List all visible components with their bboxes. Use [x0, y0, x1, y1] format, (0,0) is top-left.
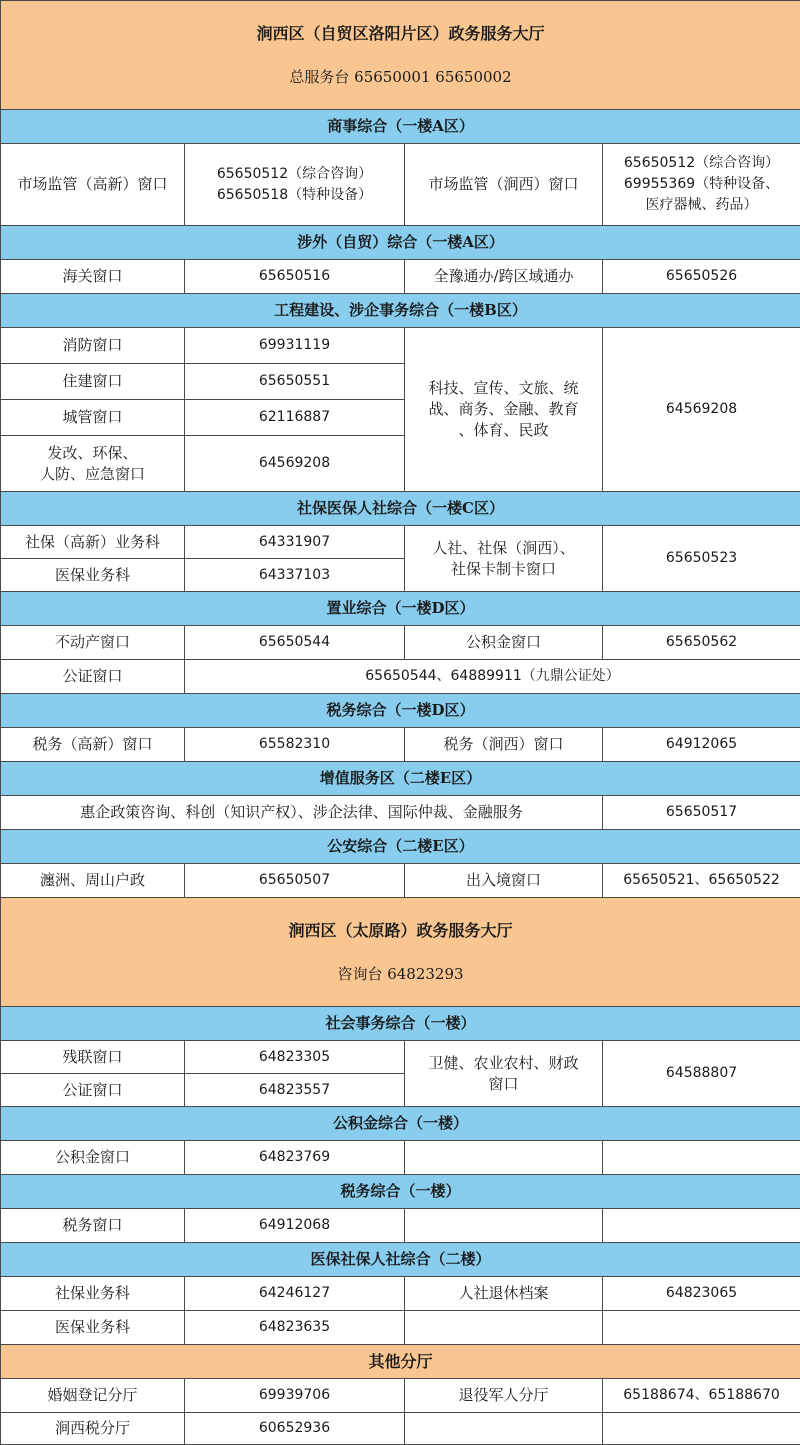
window-name: 婚姻登记分厅 — [1, 1379, 185, 1413]
section-header: 涉外（自贸）综合（一楼A区） — [1, 226, 800, 260]
phone-number: 64823769 — [185, 1141, 405, 1175]
phone-number: 64246127 — [185, 1277, 405, 1311]
section-header: 税务综合（一楼） — [1, 1175, 800, 1209]
window-name: 公证窗口 — [1, 1074, 185, 1107]
phone-number: 64823065 — [603, 1277, 800, 1311]
window-name: 税务（高新）窗口 — [1, 728, 185, 762]
section-header: 社会事务综合（一楼） — [1, 1007, 800, 1041]
window-name: 市场监管（涧西）窗口 — [405, 144, 603, 226]
phone-number: 65650521、65650522 — [603, 864, 800, 898]
phone-number: 62116887 — [185, 400, 405, 436]
section-header: 公积金综合（一楼） — [1, 1107, 800, 1141]
empty-cell — [405, 1413, 603, 1445]
window-name: 涧西税分厅 — [1, 1413, 185, 1445]
window-name: 税务（涧西）窗口 — [405, 728, 603, 762]
empty-cell — [603, 1311, 800, 1345]
window-name: 残联窗口 — [1, 1041, 185, 1074]
phone-number: 64331907 — [185, 526, 405, 559]
phone-number: 65650517 — [603, 796, 800, 830]
section-header: 工程建设、涉企事务综合（一楼B区） — [1, 294, 800, 328]
section-header: 公安综合（二楼E区） — [1, 830, 800, 864]
phone-number: 64823635 — [185, 1311, 405, 1345]
phone-number: 64588807 — [603, 1041, 800, 1107]
window-name: 全豫通办/跨区域通办 — [405, 260, 603, 294]
hall-service-desk: 总服务台 65650001 65650002 — [1, 67, 800, 88]
phone-number: 65650544 — [185, 626, 405, 660]
window-name: 公证窗口 — [1, 660, 185, 694]
window-name: 退役军人分厅 — [405, 1379, 603, 1413]
section-header: 其他分厅 — [1, 1345, 800, 1379]
window-name: 公积金窗口 — [405, 626, 603, 660]
hall-header — [1, 898, 800, 1007]
window-name: 科技、宣传、文旅、统 战、商务、金融、教育 、体育、民政 — [405, 328, 603, 492]
phone-number: 65650562 — [603, 626, 800, 660]
hall-title: 涧西区（自贸区洛阳片区）政务服务大厅 — [1, 22, 800, 46]
phone-number: 65650544、64889911（九鼎公证处） — [185, 660, 800, 694]
window-name: 发改、环保、 人防、应急窗口 — [1, 436, 185, 492]
phone-number: 65650512（综合咨询） 65650518（特种设备） — [185, 144, 405, 226]
window-name: 惠企政策咨询、科创（知识产权）、涉企法律、国际仲裁、金融服务 — [1, 796, 603, 830]
window-name: 消防窗口 — [1, 328, 185, 364]
section-header: 置业综合（一楼D区） — [1, 592, 800, 626]
window-name: 税务窗口 — [1, 1209, 185, 1243]
phone-number: 60652936 — [185, 1413, 405, 1445]
window-name: 社保业务科 — [1, 1277, 185, 1311]
hall-title: 涧西区（太原路）政务服务大厅 — [1, 919, 800, 943]
section-header: 税务综合（一楼D区） — [1, 694, 800, 728]
section-header: 社保医保人社综合（一楼C区） — [1, 492, 800, 526]
phone-number: 65650551 — [185, 364, 405, 400]
empty-cell — [405, 1209, 603, 1243]
empty-cell — [405, 1141, 603, 1175]
empty-cell — [405, 1311, 603, 1345]
window-name: 瀍洲、周山户政 — [1, 864, 185, 898]
window-name: 住建窗口 — [1, 364, 185, 400]
phone-number: 65582310 — [185, 728, 405, 762]
phone-number: 65650512（综合咨询） 69955369（特种设备、 医疗器械、药品） — [603, 144, 800, 226]
phone-number: 64912065 — [603, 728, 800, 762]
window-name: 卫健、农业农村、财政 窗口 — [405, 1041, 603, 1107]
phone-number: 64569208 — [603, 328, 800, 492]
window-name: 市场监管（高新）窗口 — [1, 144, 185, 226]
phone-number: 65650523 — [603, 526, 800, 592]
window-name: 不动产窗口 — [1, 626, 185, 660]
empty-cell — [603, 1141, 800, 1175]
phone-number: 65188674、65188670 — [603, 1379, 800, 1413]
section-header: 商事综合（一楼A区） — [1, 110, 800, 144]
phone-number: 64912068 — [185, 1209, 405, 1243]
section-header: 增值服务区（二楼E区） — [1, 762, 800, 796]
phone-number: 64823557 — [185, 1074, 405, 1107]
phone-number: 64569208 — [185, 436, 405, 492]
phone-number: 65650526 — [603, 260, 800, 294]
window-name: 公积金窗口 — [1, 1141, 185, 1175]
section-header: 医保社保人社综合（二楼） — [1, 1243, 800, 1277]
window-name: 城管窗口 — [1, 400, 185, 436]
window-name: 人社退休档案 — [405, 1277, 603, 1311]
window-name: 海关窗口 — [1, 260, 185, 294]
phone-number: 65650516 — [185, 260, 405, 294]
window-name: 社保（高新）业务科 — [1, 526, 185, 559]
phone-number: 65650507 — [185, 864, 405, 898]
phone-number: 69931119 — [185, 328, 405, 364]
empty-cell — [603, 1413, 800, 1445]
window-name: 医保业务科 — [1, 1311, 185, 1345]
hall-service-desk: 咨询台 64823293 — [1, 964, 800, 985]
phone-number: 64337103 — [185, 559, 405, 592]
window-name: 医保业务科 — [1, 559, 185, 592]
window-name: 出入境窗口 — [405, 864, 603, 898]
empty-cell — [603, 1209, 800, 1243]
window-name: 人社、社保（涧西）、 社保卡制卡窗口 — [405, 526, 603, 592]
hall-header — [1, 1, 800, 110]
phone-number: 69939706 — [185, 1379, 405, 1413]
phone-number: 64823305 — [185, 1041, 405, 1074]
